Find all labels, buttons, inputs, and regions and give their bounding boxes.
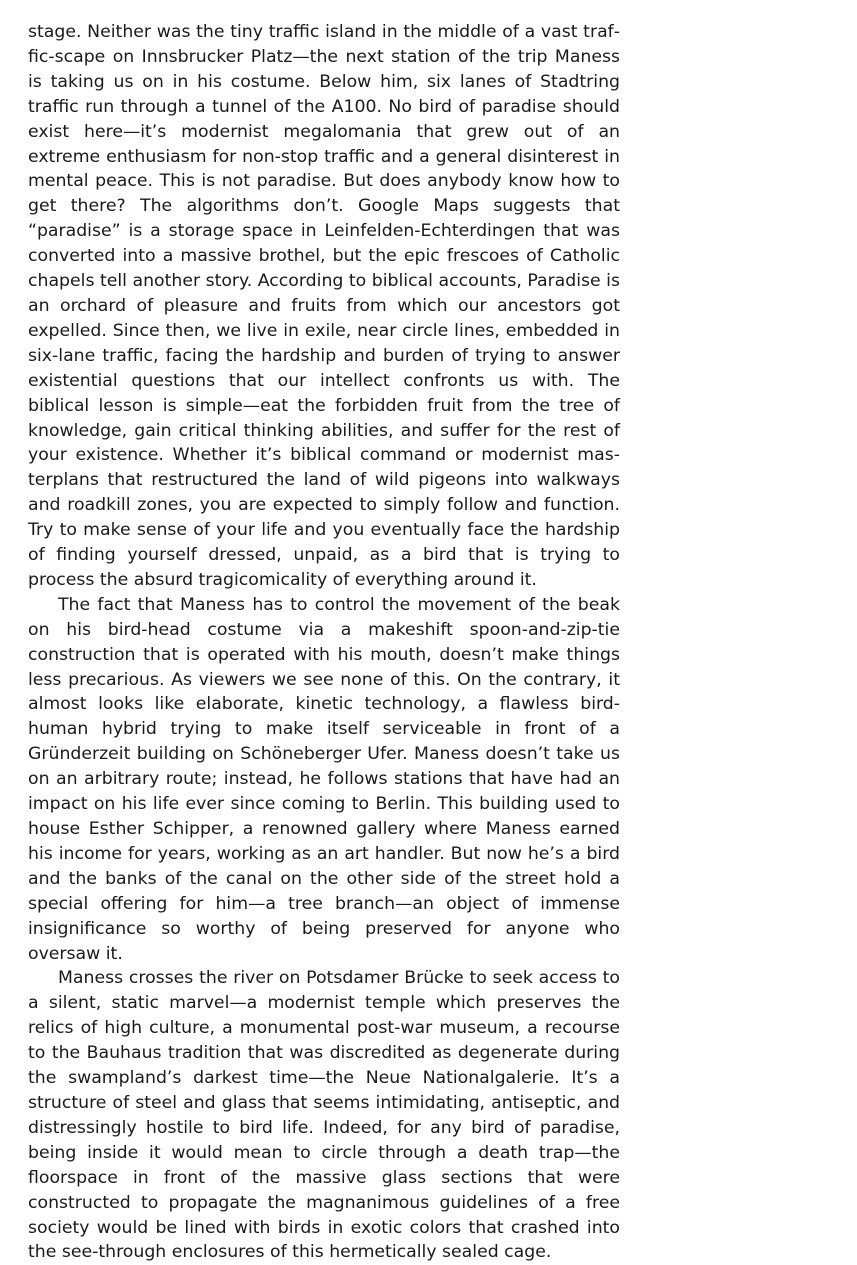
paragraph-neue-nationalgalerie: Maness crosses the river on Potsdamer Brücke to seek access to a silent, static marvel—a modernist temple which preserves the relics of high culture, a monumental post-war museum, a recourse to the Bauhaus tradition that was discredited as degenerate during the swampland’s darkest time—the Neue Nationalgalerie. It’s a structure of steel and glass that seems intimidating, antiseptic, and distressingly hostile to bird life. Indeed, for any bird of paradise, being inside it would mean to circle through a death trap—the floorspace in front of the massive glass sections that were constructed to propagate the magnanimous guidelines of a free society would be lined with birds in exotic colors that crashed into the see-through enclosures of this hermetically sealed cage. (28, 968, 620, 1263)
paragraph-continuation: stage. Neither was the tiny traffic island in the middle of a vast traffic-scape on Innsbrucker Platz—the next station of the trip Maness is taking us on in his costume. Below him, six lanes of Stadtring traffic run through a tunnel of the A100. No bird of paradise should exist here—it’s modernist megalomania that grew out of an extreme enthusiasm for non-stop traffic and a general disinterest in mental peace. This is not paradise. But does anybody know how to get there? The algorithms don’t. Google Maps suggests that “paradise” is a storage space in Leinfelden-Echterdingen that was converted into a massive brothel, but the epic frescoes of Catholic chapels tell another story. According to biblical accounts, Paradise is an orchard of pleasure and fruits from which our ancestors got expelled. Since then, we live in exile, near circle lines, embedded in six-lane traffic, facing the hardship and burden of trying to answer existential questions that our intellect confronts us with. The biblical lesson is simple—eat the forbidden fruit from the tree of knowledge, gain critical thinking abilities, and suffer for the rest of your existence. Whether it’s biblical command or modernist masterplans that restructured the land of wild pigeons into walkways and roadkill zones, you are expected to simply follow and function. Try to make sense of your life and you eventually face the hardship of finding yourself dressed, unpaid, as a bird that is trying to process the absurd tragicomicality of everything around it. (28, 22, 620, 590)
paragraph-beak-costume: The fact that Maness has to control the movement of the beak on his bird-head costume via a makeshift spoon-and-zip-tie construction that is operated with his mouth, doesn’t make things less precarious. As viewers we see none of this. On the contrary, it almost looks like elaborate, kinetic technology, a flawless bird-human hybrid trying to make itself serviceable in front of a Gründerzeit building on Schöneberger Ufer. Maness doesn’t take us on an arbitrary route; instead, he follows stations that have had an impact on his life ever since coming to Berlin. This building used to house Esther Schipper, a renowned gallery where Maness earned his income for years, working as an art handler. But now he’s a bird and the banks of the canal on the other side of the street hold a special offering for him—a tree branch—an object of immense insignificance so worthy of being preserved for anyone who oversaw it. (28, 594, 620, 964)
document-page (28, 20, 620, 1265)
